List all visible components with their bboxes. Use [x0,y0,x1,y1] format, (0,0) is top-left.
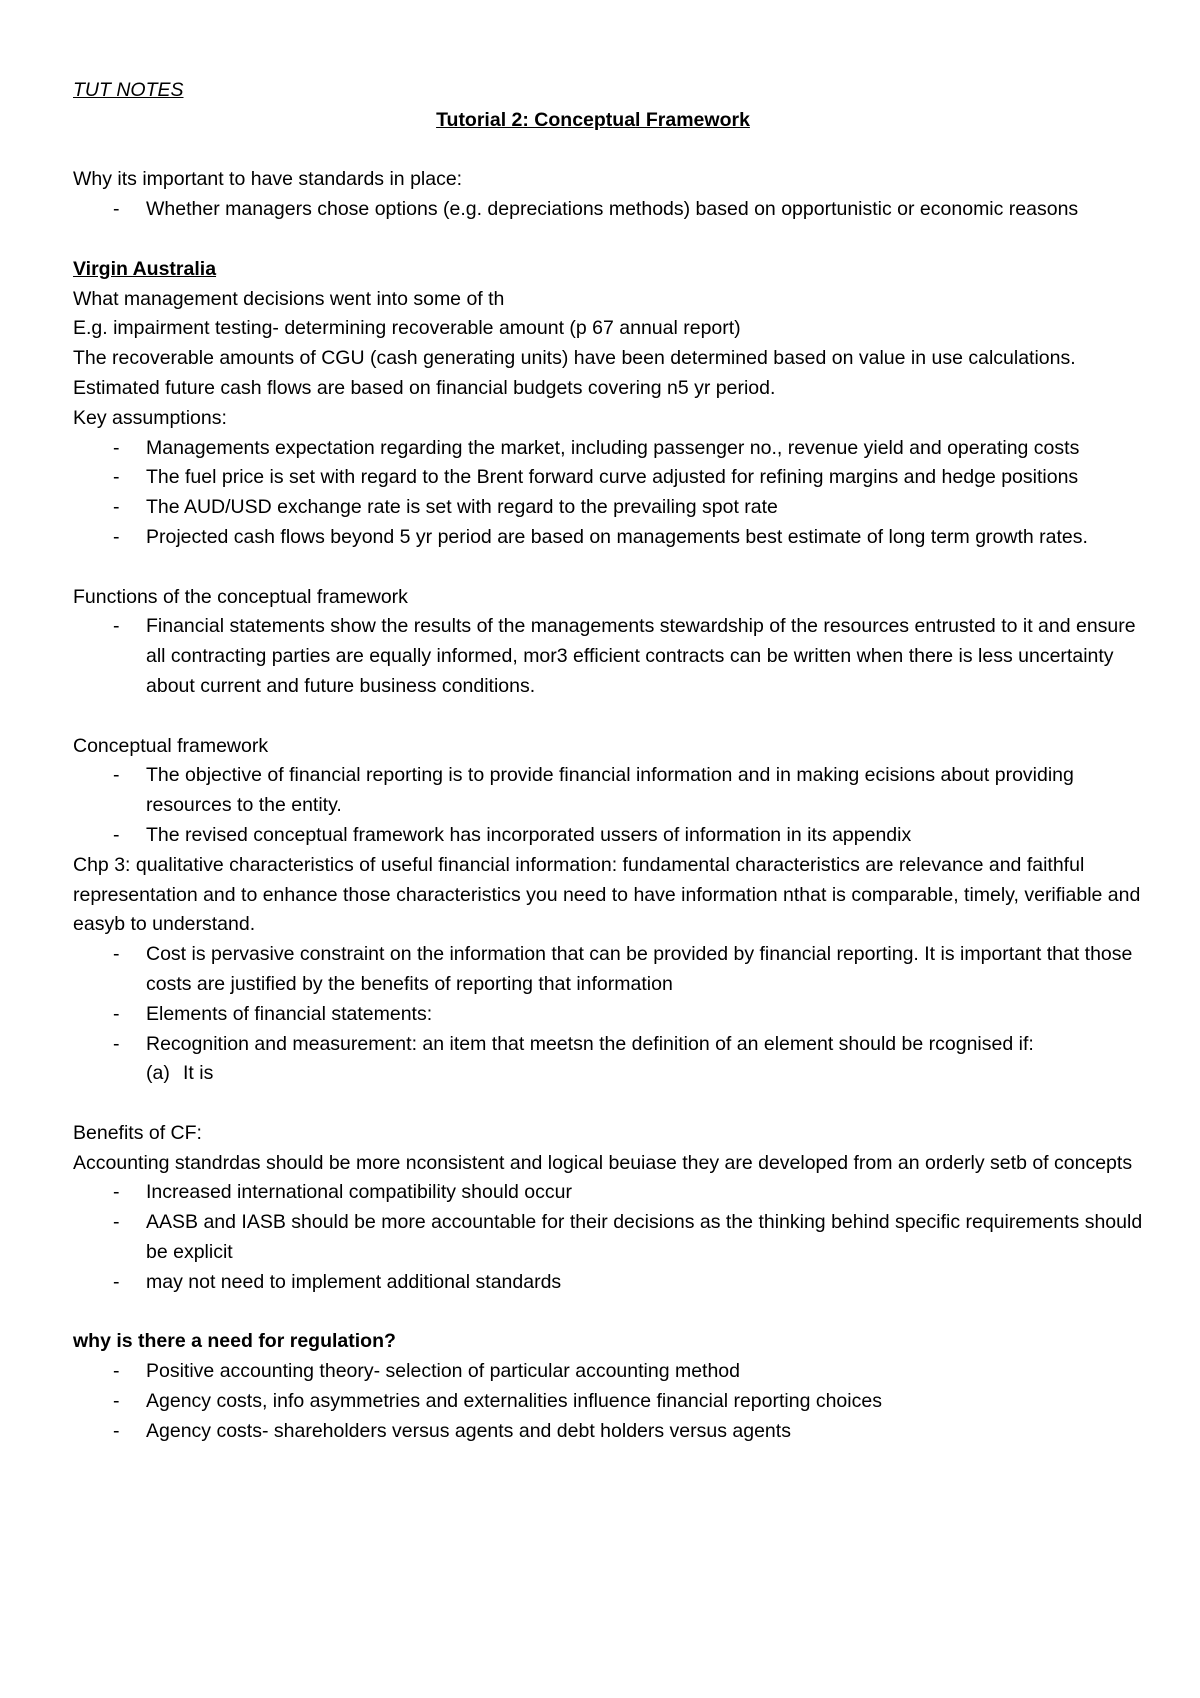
sub-list-item [73,1059,1153,1089]
spacer [73,136,1153,166]
benefits-list [73,1178,1153,1297]
benefits-text: Accounting standrdas should be more nconsistent and logical beuiase they are developed from an orderly setb of concepts [73,1151,1133,1174]
list-item [73,493,1153,523]
regulation-list [73,1357,1153,1446]
dash-marker: - [113,1360,120,1383]
list-item [73,1387,1153,1417]
list-item-text: Recognition and measurement: an item that meetsn the definition of an element should be rcognised if: [146,1032,1034,1055]
list-item [73,821,1153,851]
page-title: Tutorial 2: Conceptual Framework [436,108,750,131]
list-item [73,1417,1153,1447]
spacer [73,225,1153,255]
dash-marker: - [113,943,120,966]
virgin-line: What management decisions went into some of th [73,287,505,310]
functions-heading: Functions of the conceptual framework [73,585,408,608]
dash-marker: - [113,1390,120,1413]
spacer [73,702,1153,732]
list-item-text: The revised conceptual framework has incorporated ussers of information in its appendix [146,823,912,846]
list-item-text: Increased international compatibility should occur [146,1181,572,1204]
dash-marker: - [113,1270,120,1293]
list-item [73,1178,1153,1208]
list-item-text: Positive accounting theory- selection of particular accounting method [146,1360,740,1383]
dash-marker: - [113,1419,120,1442]
list-item-text: Whether managers chose options (e.g. depreciations methods) based on opportunistic or economic reasons [146,198,1079,221]
list-item-text: Managements expectation regarding the market, including passenger no., revenue yield and operating costs [146,436,1080,459]
benefits-heading: Benefits of CF: [73,1121,202,1144]
list-item [73,940,1153,1000]
dash-marker: - [113,1032,120,1055]
list-item-text: The fuel price is set with regard to the Brent forward curve adjusted for refining margins and hedge positions [146,466,1079,489]
regulation-heading: why is there a need for regulation? [73,1330,396,1353]
virgin-list [73,434,1153,553]
chapter-text: Chp 3: qualitative characteristics of useful financial information: fundamental characteristics are relevance and faithful representation and to enhance those characteristics you need to have information nthat is comparable, timely, verifiable and easyb to understand. [73,853,1141,936]
document-page [73,76,1153,1447]
dash-marker: - [113,1002,120,1025]
list-item-text: The objective of financial reporting is to provide financial information and in making ecisions about providing resources to the entity. [146,764,1074,817]
framework-list [73,761,1153,850]
dash-marker: - [113,1181,120,1204]
list-item-text: The AUD/USD exchange rate is set with regard to the prevailing spot rate [146,496,778,519]
list-item-text: Elements of financial statements: [146,1002,433,1025]
dash-marker: - [113,823,120,846]
dash-marker: - [113,764,120,787]
list-item [73,195,1153,225]
list-item-text: Financial statements show the results of the managements stewardship of the resources entrusted to it and ensure all contracting parties are equally informed, mor3 efficient contracts can be written when there is less uncertainty about current and future business conditions. [146,615,1136,697]
framework-list-2 [73,940,1153,1059]
framework-heading: Conceptual framework [73,734,269,757]
list-item [73,434,1153,464]
virgin-line: The recoverable amounts of CGU (cash generating units) have been determined based on value in use calculations. Estimated future cash flows are based on financial budgets covering n5 yr period. [73,347,1076,399]
list-item [73,761,1153,821]
list-item-text: may not need to implement additional standards [146,1270,562,1293]
list-item [73,1000,1153,1030]
intro-list [73,195,1153,225]
spacer [73,1298,1153,1328]
list-item-text: Cost is pervasive constraint on the information that can be provided by financial reporting. It is important that those costs are justified by the benefits of reporting that information [146,943,1133,995]
key-assumptions-heading: Key assumptions: [73,406,227,429]
spacer [73,1089,1153,1119]
spacer [73,553,1153,583]
dash-marker: - [113,525,120,548]
list-item [73,612,1153,701]
list-item-text: Agency costs, info asymmetries and externalities influence financial reporting choices [146,1390,882,1413]
dash-marker: - [113,198,120,221]
list-item [73,463,1153,493]
list-item [73,523,1153,553]
list-item-text: Agency costs- shareholders versus agents and debt holders versus agents [146,1419,791,1442]
list-item [73,1268,1153,1298]
list-item-text: AASB and IASB should be more accountable for their decisions as the thinking behind specific requirements should be explicit [146,1211,1143,1264]
virgin-heading: Virgin Australia [73,257,217,280]
virgin-line: E.g. impairment testing- determining recoverable amount (p 67 annual report) [73,317,741,340]
list-item [73,1208,1153,1268]
dash-marker: - [113,496,120,519]
list-item [73,1030,1153,1060]
dash-marker: - [113,1211,120,1234]
intro-heading: Why its important to have standards in place: [73,168,463,191]
dash-marker: - [113,615,120,638]
sub-list-text: It is [183,1062,214,1085]
list-item [73,1357,1153,1387]
tut-notes-label: TUT NOTES [73,79,184,101]
functions-list [73,612,1153,701]
sub-list-marker: (a) [146,1062,170,1085]
dash-marker: - [113,436,120,459]
list-item-text: Projected cash flows beyond 5 yr period are based on managements best estimate of long term growth rates. [146,525,1088,548]
dash-marker: - [113,466,120,489]
